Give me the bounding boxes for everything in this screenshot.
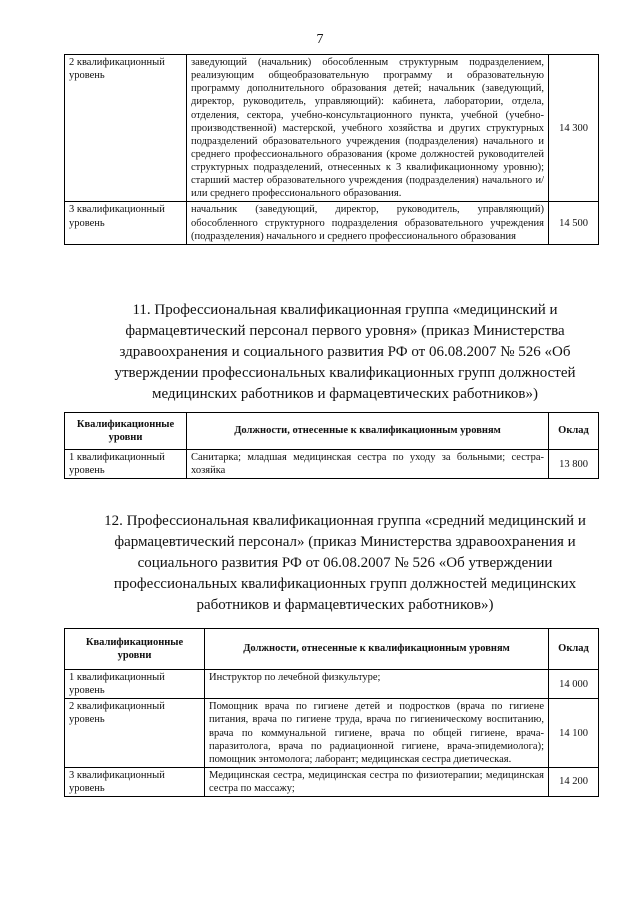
header-positions: Должности, отнесенные к квалификационным уровням (205, 629, 549, 670)
level-cell: 2 квалификационный уровень (65, 699, 205, 768)
positions-cell: Медицинская сестра, медицинская сестра по физиотерапии; медицинская сестра по массажу; (205, 767, 549, 796)
header-salary: Оклад (549, 413, 599, 450)
section-11-table (64, 412, 599, 479)
positions-cell: Инструктор по лечебной физкультуре; (205, 670, 549, 699)
section-12-heading: 12. Профессиональная квалификационная группа «средний медицинский и фармацевтический персонал» (приказ Министерства здравоохранения и социального развития РФ от 06.08.2007 № 526 «Об утверждении профессиональных квалификационных групп должностей медицинских работников и фармацевтических работников») (104, 513, 586, 613)
section-12-table (64, 628, 599, 797)
header-salary: Оклад (549, 629, 599, 670)
table-row (65, 202, 599, 244)
positions-cell: Помощник врача по гигиене детей и подростков (врача по гигиене питания, врача по гигиене труда, врача по гигиеническому воспитанию, врача по коммунальной гигиене, врача по общей гигиене, врача-паразитолога, врача по радиационной гигиене, врача-эпидемиолога); помощник энтомолога; лаборант; медицинская сестра диетическая. (205, 699, 549, 768)
salary-cell: 13 800 (549, 450, 599, 479)
salary-cell: 14 500 (549, 202, 599, 244)
table-row (65, 767, 599, 796)
section-11-heading: 11. Профессиональная квалификационная группа «медицинский и фармацевтический персонал первого уровня» (приказ Министерства здравоохранения и социального развития РФ от 06.08.2007 № 526 «Об утверждении профессиональных квалификационных групп должностей медицинских работников и фармацевтических работников») (114, 302, 576, 402)
table-header-row (65, 629, 599, 670)
level-cell: 3 квалификационный уровень (65, 202, 187, 244)
table-row (65, 699, 599, 768)
salary-cell: 14 000 (549, 670, 599, 699)
positions-cell: Санитарка; младшая медицинская сестра по уходу за больными; сестра-хозяйка (187, 450, 549, 479)
level-cell: 1 квалификационный уровень (65, 450, 187, 479)
salary-cell: 14 200 (549, 767, 599, 796)
level-cell: 1 квалификационный уровень (65, 670, 205, 699)
qualification-table-continued (64, 54, 599, 245)
positions-cell: начальник (заведующий, директор, руководитель, управляющий) обособленного структурного подразделения образовательного учреждения (подразделения) начального и среднего профессионального образования (187, 202, 549, 244)
salary-cell: 14 300 (549, 55, 599, 202)
table-row (65, 670, 599, 699)
header-level: Квалификационные уровни (65, 629, 205, 670)
table-row (65, 450, 599, 479)
level-cell: 2 квалификационный уровень (65, 55, 187, 202)
table-row (65, 55, 599, 202)
salary-cell: 14 100 (549, 699, 599, 768)
table-header-row (65, 413, 599, 450)
header-positions: Должности, отнесенные к квалификационным уровням (187, 413, 549, 450)
positions-cell: заведующий (начальник) обособленным структурным подразделением, реализующим общеобразовательную программу и образовательную программу дополнительного образования детей; начальник (заведующий, директор, руководитель, управляющий): кабинета, лаборатории, отдела, отделения, сектора, учебно-консультационного пункта, учебной (учебно-производственной) мастерской, учебного хозяйства и других структурных подразделений образовательного учреждения (подразделения) начального и среднего профессионального образования (кроме должностей руководителей структурных подразделений, отнесенных к 3 квалификационному уровню); старший мастер образовательного учреждения (подразделения) начального и/ или среднего профессионального образования. (187, 55, 549, 202)
header-level: Квалификационные уровни (65, 413, 187, 450)
level-cell: 3 квалификационный уровень (65, 767, 205, 796)
page-number: 7 (316, 32, 324, 47)
